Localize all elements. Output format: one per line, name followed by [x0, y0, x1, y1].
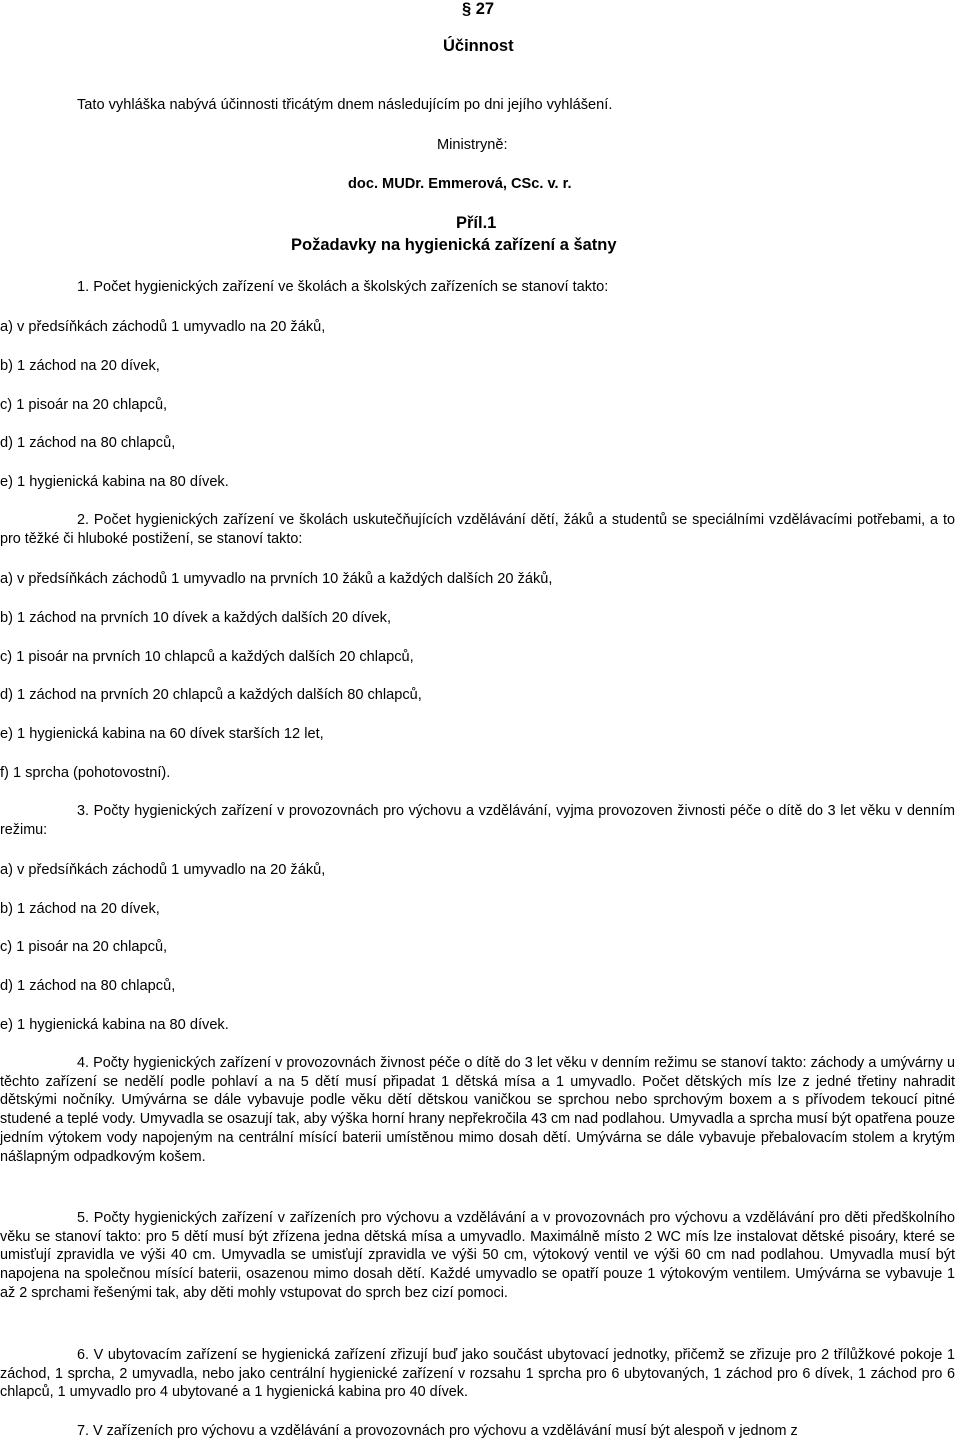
section-number: § 27 — [462, 0, 495, 18]
section4-paragraph: 4. Počty hygienických zařízení v provozovnách živnost péče o dítě do 3 let věku v denním režimu se stanoví takto: záchody a umývárny u těchto zařízení se nedělí podle pohlaví a na 5 dětí musí připadat 1 dětská mísa a 1 umyvadlo. Počet dětských mís lze z jedné třetiny nahradit dětskými nočníky. Umývárna se dále vybavuje podle věku dětí dětskou vaničkou se sprchou nebo sprchovým boxem a s přívodem tekoucí pitné studené a teplé vody. Umyvadla se osazují tak, aby výška horní hrany nepřekročila 43 cm nad podlahou. Umyvadla a sprcha musí být opatřena pouze jedním výtokem vody napojeným na centrální mísící baterii umístěnou mimo dosah dětí. Umývárna se dále vybavuje přebalovacím stolem a krytým nášlapným odpadkovým košem. — [0, 1055, 955, 1165]
section2-item-d: d) 1 záchod na prvních 20 chlapců a každých dalších 80 chlapců, — [0, 687, 422, 703]
section3-item-c: c) 1 pisoár na 20 chlapců, — [0, 939, 168, 955]
section2-item-b: b) 1 záchod na prvních 10 dívek a každých dalších 20 dívek, — [0, 610, 392, 626]
section5-paragraph: 5. Počty hygienických zařízení v zařízeních pro výchovu a vzdělávání a v provozovnách pro výchovu a vzdělávání pro děti předškolního věku se stanoví takto: pro 5 dětí musí být zřízena jedna dětská mísa a umyvadlo. Maximálně místo 2 WC mís lze instalovat dětské pisoáry, které se umisťují zpravidla ve výši 40 cm. Umyvadla se umisťují zpravidla ve výši 50 cm, výtokový ventil ve výši 60 cm nad podlahou. Umyvadla musí být napojena na společnou mísící baterii, osazenou mimo dosah dětí. Každé umyvadlo se opatří pouze 1 výtokovým ventilem. Umývárna se vybavuje 1 až 2 sprchami řešenými tak, aby děti mohly vstupovat do sprch bez cizí pomoci. — [0, 1210, 955, 1301]
section2-item-e: e) 1 hygienická kabina na 60 dívek starších 12 let, — [0, 726, 324, 742]
section1-item-c: c) 1 pisoár na 20 chlapců, — [0, 397, 168, 413]
section1-item-a: a) v předsíňkách záchodů 1 umyvadlo na 20 žáků, — [0, 319, 326, 335]
section7-start: 7. V zařízeních pro výchovu a vzdělávání a provozovnách pro výchovu a vzdělávání musí být alespoň v jednom z — [77, 1423, 798, 1439]
annex-title: Požadavky na hygienická zařízení a šatny — [291, 236, 617, 254]
section2-item-c: c) 1 pisoár na prvních 10 chlapců a každých dalších 20 chlapců, — [0, 649, 414, 665]
annex-label: Příl.1 — [456, 214, 497, 232]
section1-item-e: e) 1 hygienická kabina na 80 dívek. — [0, 474, 229, 490]
section-title: Účinnost — [443, 37, 514, 55]
section3-item-a: a) v předsíňkách záchodů 1 umyvadlo na 20 žáků, — [0, 862, 326, 878]
section2-intro: 2. Počet hygienických zařízení ve školách uskutečňujících vzdělávání dětí, žáků a studentů se speciálními vzdělávacími potřebami, a to pro těžké či hluboké postižení, se stanoví takto: — [0, 512, 955, 547]
section3-item-d: d) 1 záchod na 80 chlapců, — [0, 978, 176, 994]
section1-item-b: b) 1 záchod na 20 dívek, — [0, 358, 160, 374]
section1-intro: 1. Počet hygienických zařízení ve školách a školských zařízeních se stanoví takto: — [77, 279, 609, 295]
section3-item-e: e) 1 hygienická kabina na 80 dívek. — [0, 1017, 229, 1033]
section6-paragraph: 6. V ubytovacím zařízení se hygienická zařízení zřizují buď jako součást ubytovací jednotky, přičemž se zřizuje pro 2 třílůžkové pokoje 1 záchod, 1 sprcha, 2 umyvadla, nebo jako centrální hygienické zařízení v rozsahu 1 sprcha pro 6 ubytovaných, 1 záchod pro 6 dívek, 1 záchod pro 6 chlapců, 1 umyvadlo pro 4 ubytované a 1 hygienická kabina pro 40 dívek. — [0, 1347, 955, 1401]
signature-name: doc. MUDr. Emmerová, CSc. v. r. — [348, 176, 572, 192]
section2-item-f: f) 1 sprcha (pohotovostní). — [0, 765, 171, 781]
section3-intro: 3. Počty hygienických zařízení v provozovnách pro výchovu a vzdělávání, vyjma provozoven živnosti péče o dítě do 3 let věku v denním režimu: — [0, 803, 955, 838]
section2-item-a: a) v předsíňkách záchodů 1 umyvadlo na prvních 10 žáků a každých dalších 20 žáků, — [0, 571, 553, 587]
section1-item-d: d) 1 záchod na 80 chlapců, — [0, 435, 176, 451]
signature-role: Ministryně: — [437, 137, 508, 153]
section3-item-b: b) 1 záchod na 20 dívek, — [0, 901, 160, 917]
effect-text: Tato vyhláška nabývá účinnosti třicátým dnem následujícím po dni jejího vyhlášení. — [77, 97, 613, 113]
